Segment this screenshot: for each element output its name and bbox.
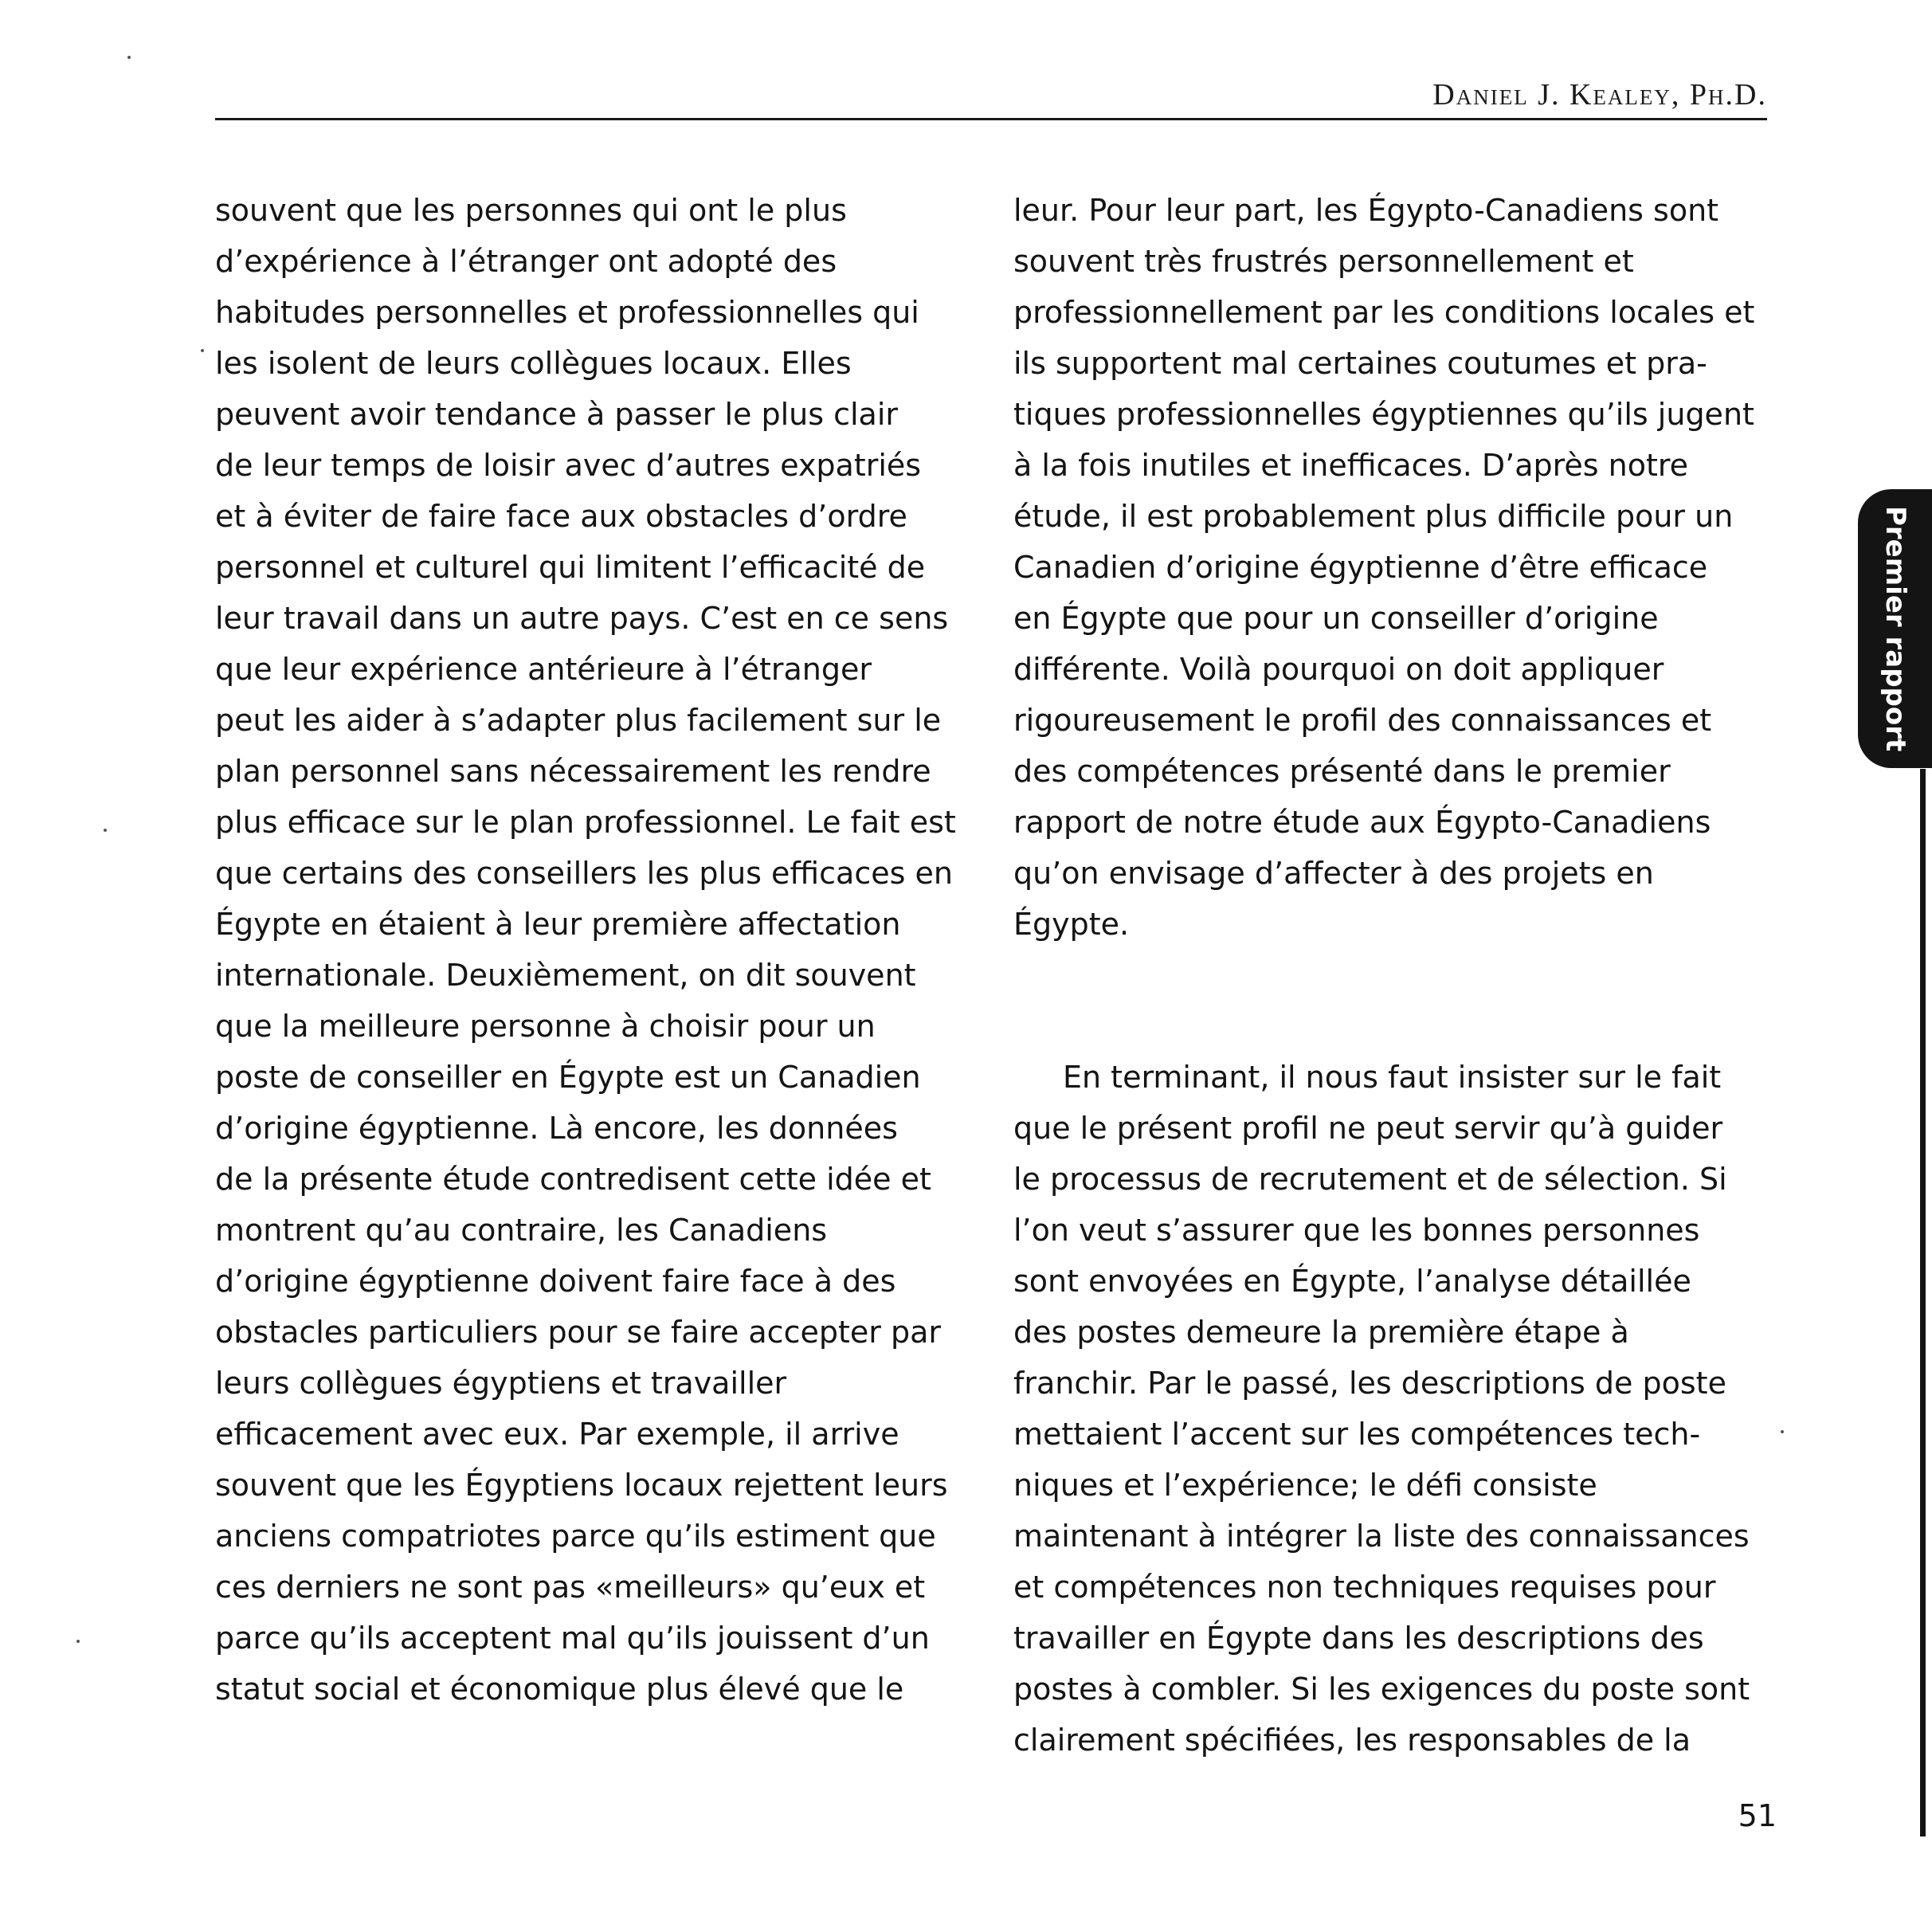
page-number: 51 — [1738, 1798, 1777, 1833]
text-line: personnel et culturel qui limitent l’efficacité de — [215, 550, 926, 585]
text-line: franchir. Par le passé, les descriptions de poste — [1013, 1366, 1726, 1401]
text-line: sont envoyées en Égypte, l’analyse détaillée — [1013, 1264, 1691, 1299]
text-line: leurs collègues égyptiens et travailler — [215, 1366, 787, 1401]
text-line: En terminant, il nous faut insister sur le fait — [1063, 1060, 1722, 1095]
right-column — [1013, 185, 1778, 1766]
text-line: postes à combler. Si les exigences du poste sont — [1013, 1672, 1750, 1707]
text-line: d’origine égyptienne doivent faire face à des — [215, 1264, 896, 1299]
text-line: obstacles particuliers pour se faire accepter par — [215, 1315, 941, 1350]
paragraph-2 — [1013, 1052, 1778, 1766]
text-line: rapport de notre étude aux Égypto-Canadiens — [1013, 805, 1711, 840]
text-line: habitudes personnelles et professionnelles qui — [215, 295, 919, 330]
text-line: professionnellement par les conditions locales et — [1013, 295, 1755, 330]
text-line: que certains des conseillers les plus efficaces en — [215, 856, 953, 891]
text-line: souvent que les Égyptiens locaux rejettent leurs — [215, 1468, 948, 1503]
paragraph-gap — [1013, 950, 1778, 1052]
text-line: qu’on envisage d’affecter à des projets en — [1013, 856, 1654, 891]
text-line: des compétences présenté dans le premier — [1013, 754, 1671, 789]
text-line: leur travail dans un autre pays. C’est en ce sens — [215, 601, 949, 636]
scan-speck — [104, 829, 107, 832]
section-tab — [1858, 489, 1932, 768]
text-line: de leur temps de loisir avec d’autres expatriés — [215, 448, 922, 483]
header-author: Daniel J. Kealey, Ph.D. — [1432, 78, 1767, 112]
text-line: Égypte. — [1013, 907, 1130, 942]
text-line: ils supportent mal certaines coutumes et pra- — [1013, 346, 1707, 381]
scan-speck — [1781, 1430, 1784, 1433]
text-line: mettaient l’accent sur les compétences tech- — [1013, 1417, 1701, 1452]
paragraph-1 — [1013, 185, 1778, 950]
text-line: des postes demeure la première étape à — [1013, 1315, 1629, 1350]
text-line: en Égypte que pour un conseiller d’origine — [1013, 601, 1659, 636]
text-line: que leur expérience antérieure à l’étranger — [215, 652, 872, 687]
text-line: et compétences non techniques requises pour — [1013, 1570, 1716, 1605]
text-line: souvent très frustrés personnellement et — [1013, 244, 1634, 279]
text-line: maintenant à intégrer la liste des connaissances — [1013, 1519, 1750, 1554]
text-line: souvent que les personnes qui ont le plus — [215, 193, 847, 228]
scan-speck — [76, 1640, 80, 1643]
text-line: plan personnel sans nécessairement les rendre — [215, 754, 931, 789]
text-line: statut social et économique plus élevé que le — [215, 1672, 904, 1707]
text-line: différente. Voilà pourquoi on doit appliquer — [1013, 652, 1664, 687]
text-line: rigoureusement le profil des connaissances et — [1013, 703, 1712, 738]
text-line: peuvent avoir tendance à passer le plus clair — [215, 397, 899, 432]
text-line: clairement spécifiées, les responsables de la — [1013, 1723, 1691, 1758]
text-line: parce qu’ils acceptent mal qu’ils jouissent d’un — [215, 1621, 930, 1656]
text-line: internationale. Deuxièmement, on dit souvent — [215, 958, 916, 993]
scan-speck — [127, 56, 131, 59]
text-line: peut les aider à s’adapter plus facilement sur le — [215, 703, 942, 738]
text-line: leur. Pour leur part, les Égypto-Canadiens sont — [1013, 193, 1719, 228]
text-line: à la fois inutiles et inefficaces. D’après notre — [1013, 448, 1689, 483]
text-line: ces derniers ne sont pas «meilleurs» qu’eux et — [215, 1570, 926, 1605]
text-line: montrent qu’au contraire, les Canadiens — [215, 1213, 828, 1248]
text-line: et à éviter de faire face aux obstacles d’ordre — [215, 499, 907, 534]
text-line: plus efficace sur le plan professionnel. Le fait est — [215, 805, 956, 840]
scan-speck — [201, 349, 204, 352]
text-line: que le présent profil ne peut servir qu’à guider — [1013, 1111, 1723, 1146]
text-line: Égypte en étaient à leur première affectation — [215, 907, 901, 942]
text-line: anciens compatriotes parce qu’ils estiment que — [215, 1519, 936, 1554]
text-line: d’expérience à l’étranger ont adopté des — [215, 244, 837, 279]
text-line: niques et l’expérience; le défi consiste — [1013, 1468, 1597, 1503]
text-line: travailler en Égypte dans les descriptions des — [1013, 1621, 1704, 1656]
section-tab-label: Premier rapport — [1879, 505, 1911, 752]
text-line: de la présente étude contredisent cette idée et — [215, 1162, 931, 1197]
text-line: poste de conseiller en Égypte est un Canadien — [215, 1060, 921, 1095]
left-column — [215, 185, 980, 1715]
text-line: les isolent de leurs collègues locaux. Elles — [215, 346, 852, 381]
text-line: Canadien d’origine égyptienne d’être efficace — [1013, 550, 1708, 585]
text-line: tiques professionnelles égyptiennes qu’ils jugent — [1013, 397, 1754, 432]
running-header — [215, 76, 1767, 120]
text-line: d’origine égyptienne. Là encore, les données — [215, 1111, 898, 1146]
section-edge-bar — [1920, 769, 1926, 1836]
text-line: l’on veut s’assurer que les bonnes personnes — [1013, 1213, 1700, 1248]
text-line: que la meilleure personne à choisir pour un — [215, 1009, 876, 1044]
text-line: étude, il est probablement plus difficile pour un — [1013, 499, 1734, 534]
text-line: le processus de recrutement et de sélection. Si — [1013, 1162, 1727, 1197]
text-line: efficacement avec eux. Par exemple, il arrive — [215, 1417, 899, 1452]
